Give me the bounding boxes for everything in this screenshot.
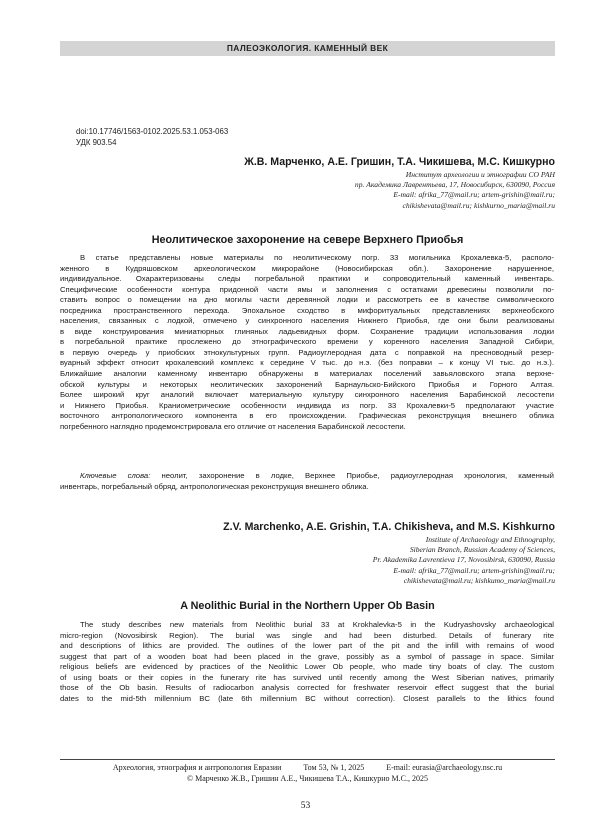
abstract-line: The study describes new materials from Neolithic burial 33 at Krokhalevka-5 in the Kudryashovsky archaeological <box>80 620 554 629</box>
abstract-line: of using boats or their copies in the funerary rite has survived until recently among the West Siberian natives, primarily <box>60 672 554 682</box>
abstract-line: вуарный эффект относит крохалевский комплекс к середине V тыс. до н.э. (без поправки – к концу VI тыс. до н.э.). <box>60 358 554 368</box>
abstract-line: населения, связанных с лодкой, отмечено у синхронного населения Нижнего Приобья, где они были реализованы <box>60 316 554 326</box>
abstract-line: and descriptions of lithics are provided. The outlines of the lower part of the pit and the infill with remains of wood <box>60 641 554 651</box>
abstract-line: those of the Ob basin. Results of radiocarbon analysis corrected for freshwater reservoir effect suggest that the burial <box>60 683 554 693</box>
article-identifiers <box>76 127 228 148</box>
footer-divider <box>60 759 555 760</box>
abstract-line: religious beliefs are evidenced by practices of the Neolithic Lower Ob people, who made tiny boats of clay. The custom <box>60 662 554 672</box>
abstract-line: индивидуальное. Охарактеризованы следы погребальной практики и сопроводительный каменный инвентарь. <box>60 274 554 284</box>
abstract-line: в виде конструирования миниатюрных глиняных ладьевидных форм. Сохранение традиции использования лодки <box>60 326 554 336</box>
affiliation-line: Institute of Archaeology and Ethnography, <box>425 535 555 544</box>
footer-journal-info <box>60 763 555 772</box>
abstract-line: в первую очередь у приобских этнокультурных групп. Радиоуглеродная дата с поправкой на пресноводный резер- <box>60 347 554 357</box>
affiliation-line: Институт археологии и этнографии СО РАН <box>405 170 555 179</box>
abstract-line: Более широкий круг аналогий включает материальную культуру синхронного населения Барабинской лесостепи <box>60 390 554 400</box>
abstract-line: восточного антропологического компонента в его происхождении. Графическая реконструкция внешнего облика <box>60 411 554 421</box>
affiliation-line: пр. Академика Лаврентьева, 17, Новосибирск, 630090, Россия <box>354 180 555 190</box>
section-header: ПАЛЕОЭКОЛОГИЯ. КАМЕННЫЙ ВЕК <box>60 41 555 56</box>
affiliation-en <box>373 535 555 586</box>
abstract-line: женного в Кудряшовском археологическом микрорайоне (Новосибирская обл.). Захоронение нарушенное, <box>60 263 554 273</box>
affiliation-line: chikishevata@mail.ru; kishkurno_maria@mail.ru <box>402 200 555 210</box>
journal-email: E-mail: eurasia@archaeology.nsc.ru <box>386 763 503 772</box>
abstract-line: и Нижнего Приобья. Краниометрические особенности индивида из погр. 33 Крохалевки-5 предполагают участие <box>60 400 554 410</box>
abstract-line: в погребальной практике прослежено до этнографического времени у коренного населения Западной Сибири, <box>60 337 554 347</box>
abstract-line: dates to the mid-5th millennium BC (late 6th millennium BC without correction). Closest parallels to the lithics found <box>60 693 554 703</box>
abstract-line: посредника пространственного перехода. Эпохальное сходство в мифоритуальных представлениях верхнеобского <box>60 305 554 315</box>
journal-volume: Том 53, № 1, 2025 <box>303 763 365 772</box>
authors-ru: Ж.В. Марченко, А.Е. Гришин, Т.А. Чикишева, М.С. Кишкурно <box>244 156 555 168</box>
abstract-line: ставить вопрос о помещении на дно могилы части деревянной лодки и рассмотреть ее в качестве символического <box>60 295 554 305</box>
abstract-line: В статье представлены новые материалы по неолитическому погр. 33 могильника Крохалевка-5, располо- <box>80 253 554 262</box>
abstract-line: Специфические особенности контура придонной части ямы и заполнения с остатками древесины позволили по- <box>60 284 554 294</box>
keywords-text: неолит, захоронение в лодке, Верхнее Приобье, радиоуглеродная хронология, каменный <box>150 471 554 480</box>
doi: doi:10.17746/1563-0102.2025.53.1.053-063 <box>76 127 229 136</box>
page-number: 53 <box>300 801 311 811</box>
affiliation-line: E-mail: afrika_77@mail.ru; artem-grishin@mail.ru; <box>393 565 555 575</box>
affiliation-line: E-mail: afrika_77@mail.ru; artem-grishin@mail.ru; <box>393 190 555 200</box>
affiliation-ru <box>355 170 555 211</box>
article-title-en: A Neolithic Burial in the Northern Upper Ob Basin <box>180 600 435 612</box>
abstract-line: suggest that part of a wooden boat had been placed in the grave, possibly as a symbol of passage in space. Similar <box>60 651 554 661</box>
journal-name: Археология, этнография и антропология Евразии <box>112 763 282 772</box>
keywords-label: Ключевые слова: <box>80 471 151 480</box>
abstract-ru <box>60 253 554 432</box>
affiliation-line: Siberian Branch, Russian Academy of Sciences, <box>409 545 555 555</box>
affiliation-line: chikishevata@mail.ru; kishkumo_maria@mail.ru <box>403 575 555 585</box>
authors-en: Z.V. Marchenko, A.E. Grishin, T.A. Chikisheva, and M.S. Kishkurno <box>223 521 555 533</box>
udk: УДК 903.54 <box>76 137 117 147</box>
keywords-line: инвентарь, погребальный обряд, антропологическая реконструкция внешнего облика. <box>60 481 369 491</box>
keywords-ru <box>60 471 554 492</box>
abstract-line: Ближайшие аналогии каменному инвентарю обнаружены в материалах поселений завьяловского этапа верхне- <box>60 369 554 379</box>
keywords-line <box>60 471 554 482</box>
article-title-ru: Неолитическое захоронение на севере Верхнего Приобья <box>151 234 464 246</box>
copyright: © Марченко Ж.В., Гришин А.Е., Чикишева Т.А., Кишкурно М.С., 2025 <box>187 774 428 783</box>
abstract-line: обской культуры и некоторых неолитических захоронений Барнаульско-Бийского Приобья и Горного Алтая. <box>60 379 554 389</box>
abstract-line: погребенного наглядно продемонстрировала его отличие от населения Барабинской лесостепи. <box>60 421 406 431</box>
abstract-en <box>60 620 554 754</box>
abstract-line: micro-region (Novosibirsk Region). The burial was single and had been disturbed. Details of funerary rite <box>60 630 554 640</box>
affiliation-line: Pr. Akademika Lavrentieva 17, Novosibirsk, 630090, Russia <box>372 555 555 565</box>
